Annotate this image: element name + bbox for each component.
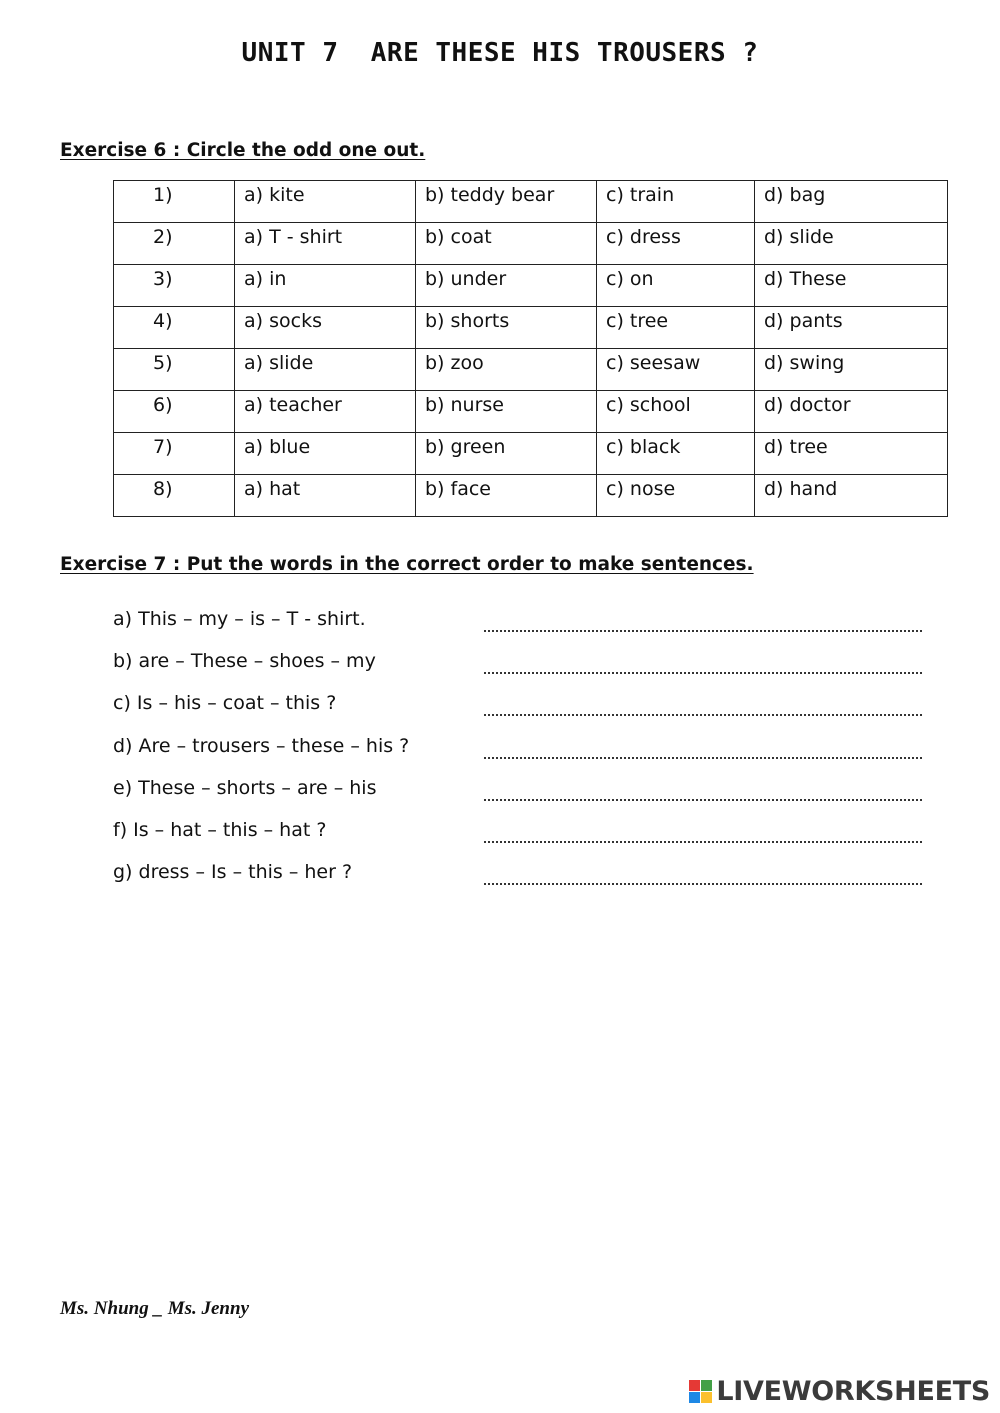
option-a[interactable]: a) T - shirt (235, 223, 416, 265)
option-b[interactable]: b) teddy bear (416, 181, 597, 223)
list-item (113, 692, 923, 722)
brand-watermark (689, 1376, 990, 1407)
list-item (113, 735, 923, 765)
option-a[interactable]: a) slide (235, 349, 416, 391)
option-b[interactable]: b) shorts (416, 307, 597, 349)
list-item (113, 861, 923, 891)
scrambled-sentence: d) Are – trousers – these – his ? (113, 734, 410, 757)
option-d[interactable]: d) pants (755, 307, 948, 349)
scrambled-sentence: a) This – my – is – T - shirt. (113, 608, 366, 630)
page-title: UNIT 7 ARE THESE HIS TROUSERS ? (241, 38, 759, 68)
answer-field[interactable] (484, 867, 922, 885)
option-b[interactable]: b) green (416, 433, 597, 475)
author-signature: Ms. Nhung _ Ms. Jenny (60, 1298, 249, 1319)
option-a[interactable]: a) socks (235, 307, 416, 349)
option-c[interactable]: c) train (597, 181, 755, 223)
table-row (114, 475, 948, 517)
table-row (114, 349, 948, 391)
option-b[interactable]: b) coat (416, 223, 597, 265)
answer-field[interactable] (484, 698, 922, 716)
option-c[interactable]: c) on (597, 265, 755, 307)
question-number: 8) (114, 475, 235, 517)
option-a[interactable]: a) kite (235, 181, 416, 223)
option-b[interactable]: b) zoo (416, 349, 597, 391)
question-number: 6) (114, 391, 235, 433)
option-a[interactable]: a) hat (235, 475, 416, 517)
table-row (114, 265, 948, 307)
option-b[interactable]: b) nurse (416, 391, 597, 433)
logo-square (701, 1380, 712, 1391)
scrambled-sentence: e) These – shorts – are – his (113, 776, 377, 799)
list-item (113, 777, 923, 807)
option-d[interactable]: d) tree (755, 433, 948, 475)
question-number: 5) (114, 349, 235, 391)
answer-field[interactable] (484, 656, 922, 674)
table-row (114, 181, 948, 223)
option-c[interactable]: c) tree (597, 307, 755, 349)
exercise-7-heading: Exercise 7 : Put the words in the correct order to make sentences. (60, 554, 754, 575)
list-item (113, 650, 923, 680)
odd-one-out-table (113, 180, 948, 517)
option-a[interactable]: a) teacher (235, 391, 416, 433)
table-row (114, 223, 948, 265)
scrambled-sentence: g) dress – Is – this – her ? (113, 861, 353, 884)
answer-field[interactable] (484, 614, 922, 632)
table-row (114, 391, 948, 433)
option-d[interactable]: d) slide (755, 223, 948, 265)
brand-logo-icon (689, 1380, 712, 1403)
question-number: 4) (114, 307, 235, 349)
question-number: 1) (114, 181, 235, 223)
exercise-6-heading: Exercise 6 : Circle the odd one out. (60, 140, 426, 161)
question-number: 2) (114, 223, 235, 265)
list-item (113, 819, 923, 849)
option-c[interactable]: c) dress (597, 223, 755, 265)
option-d[interactable]: d) hand (755, 475, 948, 517)
scrambled-sentence: b) are – These – shoes – my (113, 650, 376, 673)
question-number: 7) (114, 433, 235, 475)
list-item (113, 608, 923, 638)
option-c[interactable]: c) black (597, 433, 755, 475)
answer-field[interactable] (484, 783, 922, 801)
logo-square (701, 1392, 712, 1403)
option-c[interactable]: c) nose (597, 475, 755, 517)
option-a[interactable]: a) in (235, 265, 416, 307)
brand-name: LIVEWORKSHEETS (716, 1376, 990, 1407)
option-a[interactable]: a) blue (235, 433, 416, 475)
option-d[interactable]: d) doctor (755, 391, 948, 433)
logo-square (689, 1392, 700, 1403)
table-row (114, 307, 948, 349)
option-d[interactable]: d) bag (755, 181, 948, 223)
option-c[interactable]: c) seesaw (597, 349, 755, 391)
answer-field[interactable] (484, 741, 922, 759)
option-d[interactable]: d) swing (755, 349, 948, 391)
option-b[interactable]: b) under (416, 265, 597, 307)
option-b[interactable]: b) face (416, 475, 597, 517)
option-c[interactable]: c) school (597, 391, 755, 433)
answer-field[interactable] (484, 825, 922, 843)
table-row (114, 433, 948, 475)
option-d[interactable]: d) These (755, 265, 948, 307)
logo-square (689, 1380, 700, 1391)
scrambled-sentence: c) Is – his – coat – this ? (113, 692, 337, 715)
scrambled-sentence: f) Is – hat – this – hat ? (113, 819, 327, 841)
question-number: 3) (114, 265, 235, 307)
